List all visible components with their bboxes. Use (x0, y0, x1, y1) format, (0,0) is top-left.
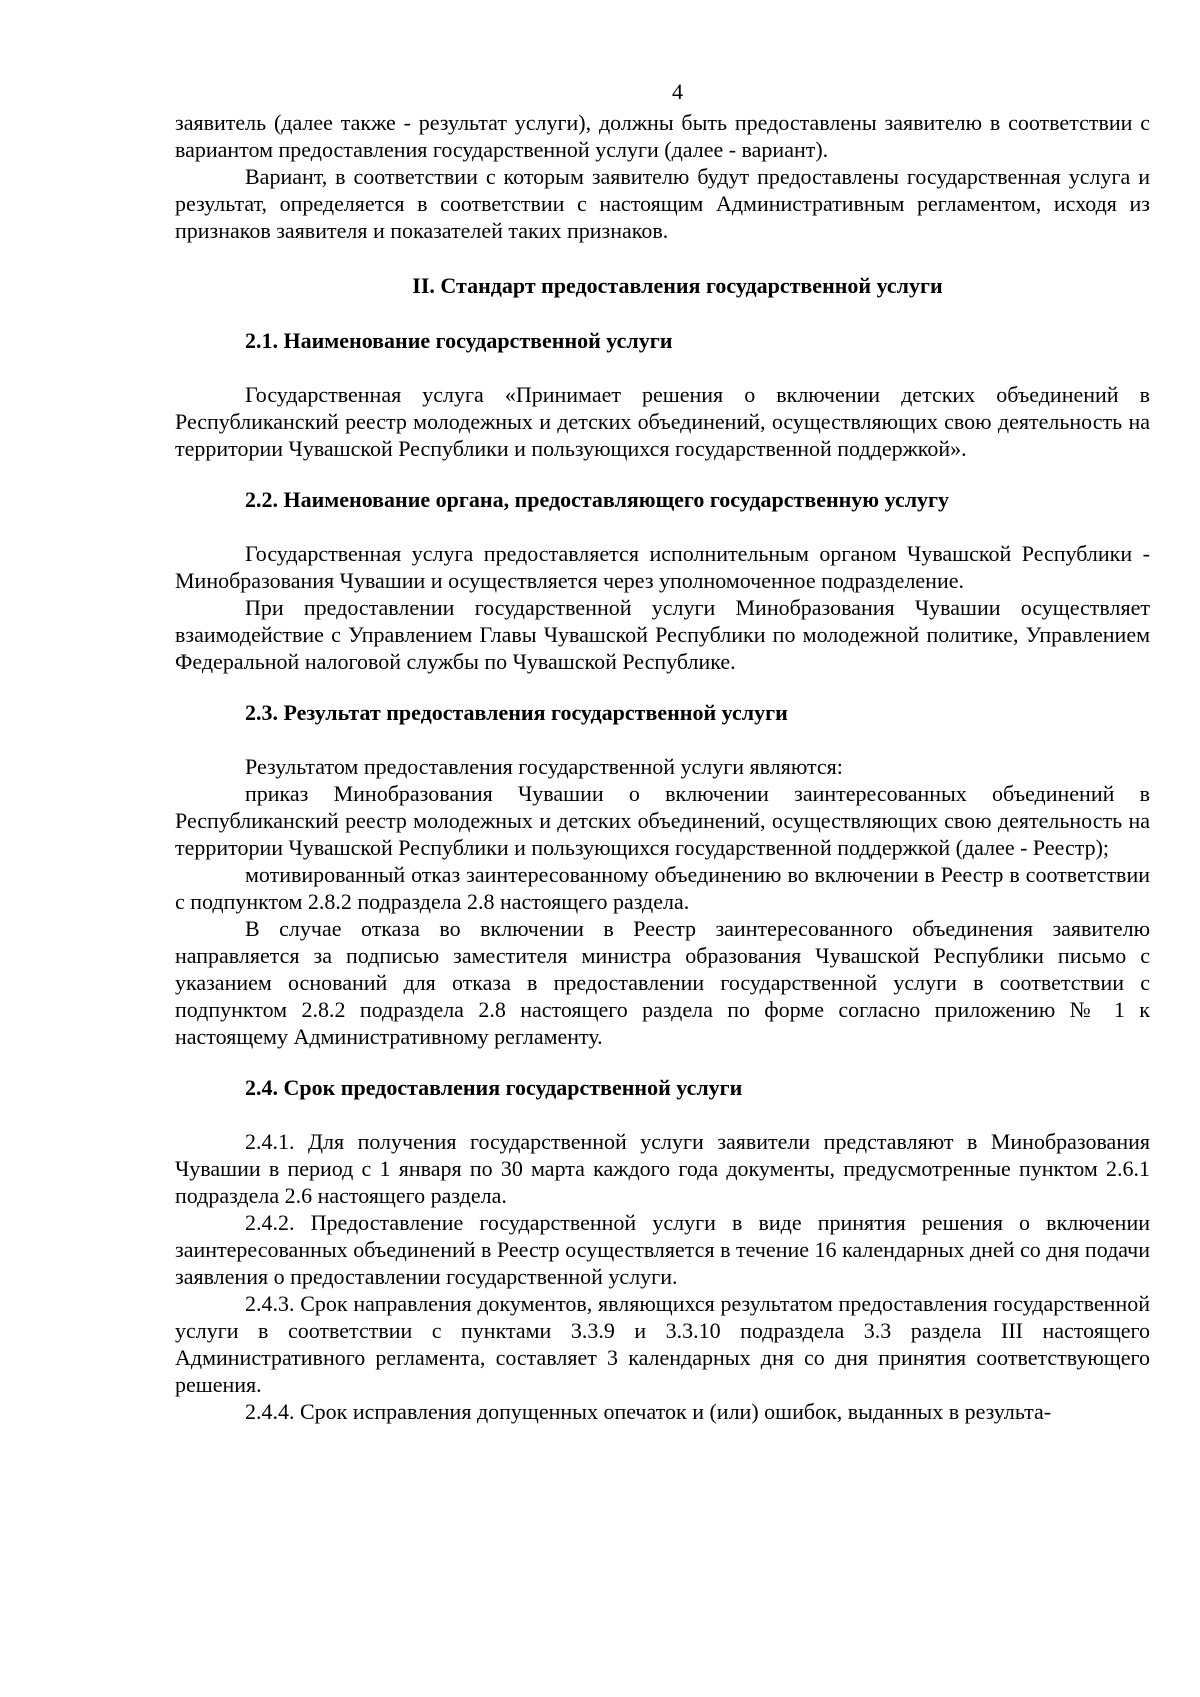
subsection-2-3-paragraph-2: приказ Минобразования Чувашии о включении заинтересованных объединений в Республиканский реестр молодежных и детских объединений, осуществляющих свою деятельность на территории Чувашской Республики и пользующихся государственной поддержкой (далее - Реестр); (175, 781, 1150, 860)
subsection-2-3-paragraph-1: Результатом предоставления государственной услуги являются: (245, 754, 843, 779)
subsection-2-2-paragraph-1: Государственная услуга предоставляется исполнительным органом Чувашской Республики - Минобразования Чувашии и осуществляется через уполномоченное подразделение. (175, 541, 1150, 593)
subsection-2-3-title: 2.3. Результат предоставления государственной услуги (245, 700, 788, 725)
subsection-2-4-paragraph-1: 2.4.1. Для получения государственной услуги заявители представляют в Минобразования Чувашии в период с 1 января по 30 марта каждого года документы, предусмотренные пунктом 2.6.1 подраздела 2.6 настоящего раздела. (175, 1129, 1150, 1208)
intro-paragraph-2: Вариант, в соответствии с которым заявителю будут предоставлены государственная услуга и результат, определяется в соответствии с настоящим Административным регламентом, исходя из признаков заявителя и показателей таких признаков. (175, 164, 1150, 243)
subsection-2-4-paragraph-3: 2.4.3. Срок направления документов, являющихся результатом предоставления государственной услуги в соответствии с пунктами 3.3.9 и 3.3.10 подраздела 3.3 раздела III настоящего Административного регламента, составляет 3 календарных дня со дня принятия соответствующего решения. (175, 1291, 1150, 1397)
subsection-2-4-paragraph-4: 2.4.4. Срок исправления допущенных опечаток и (или) ошибок, выданных в результа- (245, 1399, 1052, 1424)
subsection-2-3-paragraph-4: В случае отказа во включении в Реестр заинтересованного объединения заявителю направляется за подписью заместителя министра образования Чувашской Республики письмо с указанием оснований для отказа в предоставлении государственной услуги в соответствии с подпунктом 2.8.2 подраздела 2.8 настоящего раздела по форме согласно приложению № 1 к настоящему Административному регламенту. (175, 916, 1150, 1049)
subsection-2-2-title: 2.2. Наименование органа, предоставляющего государственную услугу (245, 487, 950, 512)
subsection-2-2-paragraph-2: При предоставлении государственной услуги Минобразования Чувашии осуществляет взаимодействие с Управлением Главы Чувашской Республики по молодежной политике, Управлением Федеральной налоговой службы по Чувашской Республике. (175, 595, 1150, 674)
document-page (175, 78, 1150, 1425)
intro-paragraph-1: заявитель (далее также - результат услуги), должны быть предоставлены заявителю в соответствии с вариантом предоставления государственной услуги (далее - вариант). (175, 110, 1150, 162)
subsection-2-4-paragraph-2: 2.4.2. Предоставление государственной услуги в виде принятия решения о включении заинтересованных объединений в Реестр осуществляется в течение 16 календарных дней со дня подачи заявления о предоставлении государственной услуги. (175, 1210, 1150, 1289)
subsection-2-1-title: 2.1. Наименование государственной услуги (245, 328, 673, 353)
subsection-2-4-title: 2.4. Срок предоставления государственной услуги (245, 1075, 743, 1100)
page-number: 4 (672, 79, 683, 104)
subsection-2-3-paragraph-3: мотивированный отказ заинтересованному объединению во включении в Реестр в соответствии с подпунктом 2.8.2 подраздела 2.8 настоящего раздела. (175, 862, 1150, 914)
section-title: II. Стандарт предоставления государственной услуги (412, 273, 943, 298)
subsection-2-1-paragraph-1: Государственная услуга «Принимает решения о включении детских объединений в Республиканский реестр молодежных и детских объединений, осуществляющих свою деятельность на территории Чувашской Республики и пользующихся государственной поддержкой». (175, 382, 1150, 461)
